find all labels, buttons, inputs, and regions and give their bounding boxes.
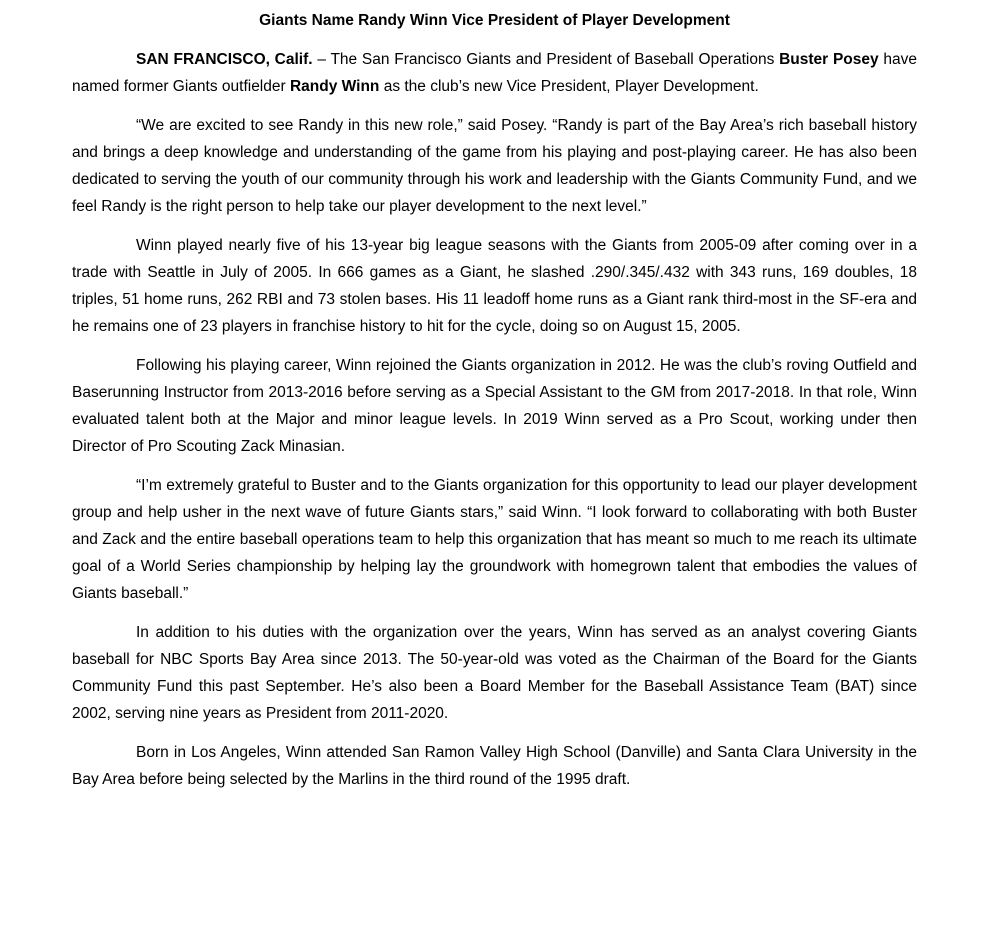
paragraph-analyst-duties: In addition to his duties with the organization over the years, Winn has served as an analyst covering Giants baseball for NBC Sports Bay Area since 2013. The 50-year-old was voted as the Chairman of the Board for the Giants Community Fund this past September. He’s also been a Board Member for the Baseball Assistance Team (BAT) since 2002, serving nine years as President from 2011-2020.: [72, 624, 917, 722]
dateline: SAN FRANCISCO, Calif.: [136, 51, 313, 68]
paragraph-winn-quote: “I’m extremely grateful to Buster and to the Giants organization for this opportunity to lead our player development group and help usher in the next wave of future Giants stars,” said Winn. “I look forward to collaborating with both Buster and Zack and the entire baseball operations team to help this organization that has meant so much to me reach its ultimate goal of a World Series championship by helping lay the groundwork with homegrown talent that embodies the values of Giants baseball.”: [72, 477, 917, 602]
name-buster-posey: Buster Posey: [779, 51, 879, 68]
paragraph-lede: [72, 46, 917, 100]
name-randy-winn: Randy Winn: [289, 78, 380, 95]
lede-text-3: as the club’s new Vice President, Player Development.: [379, 78, 759, 95]
paragraph-background: Born in Los Angeles, Winn attended San Ramon Valley High School (Danville) and Santa Clara University in the Bay Area before being selected by the Marlins in the third round of the 1995 draft.: [72, 744, 917, 788]
paragraph-post-playing-roles: Following his playing career, Winn rejoined the Giants organization in 2012. He was the club’s roving Outfield and Baserunning Instructor from 2013-2016 before serving as a Special Assistant to the GM from 2017-2018. In that role, Winn evaluated talent both at the Major and minor league levels. In 2019 Winn served as a Pro Scout, working under then Director of Pro Scouting Zack Minasian.: [72, 357, 917, 455]
document-title: Giants Name Randy Winn Vice President of Player Development: [259, 12, 730, 29]
paragraph-posey-quote: “We are excited to see Randy in this new role,” said Posey. “Randy is part of the Bay Area’s rich baseball history and brings a deep knowledge and understanding of the game from his playing and post-playing career. He has also been dedicated to serving the youth of our community through his work and leadership with the Giants Community Fund, and we feel Randy is the right person to help take our player development to the next level.”: [72, 117, 917, 215]
lede-text-1: – The San Francisco Giants and President of Baseball Operations: [312, 51, 780, 68]
lede-text-2: have named former Giants outfielder: [72, 51, 917, 95]
paragraph-playing-career-stats: Winn played nearly five of his 13-year big league seasons with the Giants from 2005-09 after coming over in a trade with Seattle in July of 2005. In 666 games as a Giant, he slashed .290/.345/.432 with 343 runs, 169 doubles, 18 triples, 51 home runs, 262 RBI and 73 stolen bases. His 11 leadoff home runs as a Giant rank third-most in the SF-era and he remains one of 23 players in franchise history to hit for the cycle, doing so on August 15, 2005.: [72, 237, 917, 335]
